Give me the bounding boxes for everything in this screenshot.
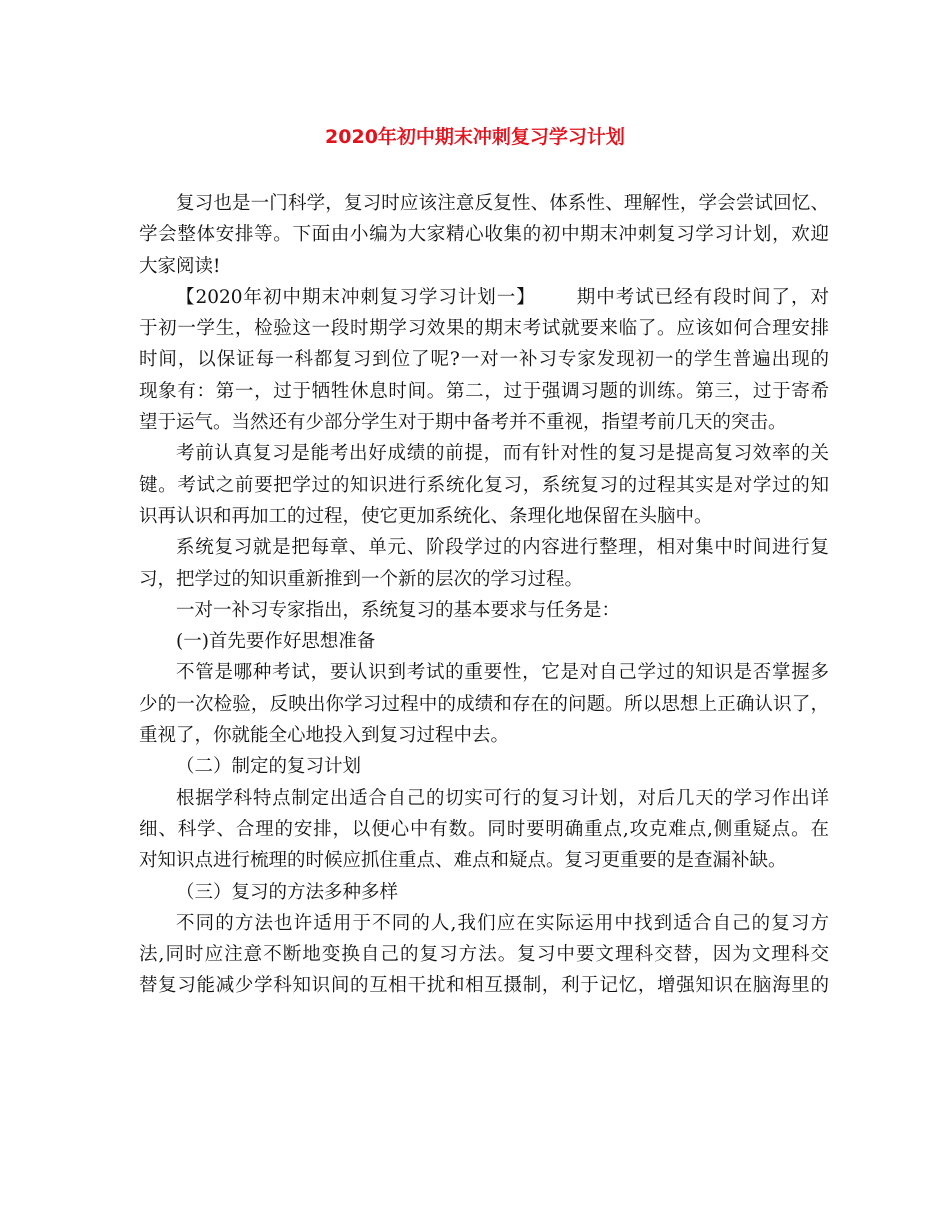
paragraph-line: 习，把学过的知识重新推到一个新的层次的学习过程。 [139, 568, 584, 590]
section-heading-line [139, 282, 829, 313]
paragraph-line: 对知识点进行梳理的时候应抓住重点、难点和疑点。复习更重要的是查漏补缺。 [139, 850, 787, 872]
paragraph-line: 重视了，你就能全心地投入到复习过程中去。 [139, 725, 510, 747]
paragraph-line: 时间，以保证每一科都复习到位了呢?一对一补习专家发现初一的学生普遍出现的 [139, 349, 829, 371]
subsection-heading: （二）制定的复习计划 [176, 756, 362, 778]
paragraph-line: 考前认真复习是能考出好成绩的前提，而有针对性的复习是提高复习效率的关 [176, 443, 829, 465]
paragraph-line: 法,同时应注意不断地变换自己的复习方法。复习中要文理科交替，因为文理科交 [139, 944, 829, 966]
paragraph-line: 一对一补习专家指出，系统复习的基本要求与任务是： [176, 599, 621, 621]
paragraph-line: 少的一次检验，反映出你学习过程中的成绩和存在的问题。所以思想上正确认识了， [139, 693, 829, 715]
document-title: 2020年初中期末冲刺复习学习计划 [325, 126, 625, 148]
subsection-heading: （三）复习的方法多种多样 [176, 881, 399, 903]
paragraph-line: 根据学科特点制定出适合自己的切实可行的复习计划，对后几天的学习作出详 [176, 787, 829, 809]
paragraph-line: 系统复习就是把每章、单元、阶段学过的内容进行整理，相对集中时间进行复 [176, 537, 829, 559]
document-body [139, 188, 829, 1002]
paragraph-line: 学会整体安排等。下面由小编为大家精心收集的初中期末冲刺复习学习计划，欢迎 [139, 224, 829, 246]
subsection-heading: (一)首先要作好思想准备 [176, 631, 376, 653]
paragraph-line: 识再认识和再加工的过程，使它更加系统化、条理化地保留在头脑中。 [139, 505, 713, 527]
paragraph-line: 键。考试之前要把学过的知识进行系统化复习，系统复习的过程其实是对学过的知 [139, 474, 829, 496]
section-heading: 【2020年初中期末冲刺复习学习计划一】 [176, 286, 536, 308]
paragraph-text: 期中考试已经有段时间了，对 [575, 286, 829, 308]
paragraph-line: 不管是哪种考试，要认识到考试的重要性，它是对自己学过的知识是否掌握多 [176, 662, 829, 684]
paragraph-line: 不同的方法也许适用于不同的人,我们应在实际运用中找到适合自己的复习方 [176, 912, 829, 934]
paragraph-line: 替复习能减少学科知识间的互相干扰和相互摄制，利于记忆，增强知识在脑海里的 [139, 975, 829, 997]
paragraph-line: 现象有：第一，过于牺牲休息时间。第二，过于强调习题的训练。第三，过于寄希 [139, 380, 829, 402]
paragraph-line: 于初一学生，检验这一段时期学习效果的期末考试就要来临了。应该如何合理安排 [139, 318, 829, 340]
paragraph-line: 细、科学、合理的安排，以便心中有数。同时要明确重点,攻克难点,侧重疑点。在 [139, 818, 829, 840]
paragraph-line: 复习也是一门科学，复习时应该注意反复性、体系性、理解性，学会尝试回忆、 [176, 193, 829, 214]
paragraph-line: 望于运气。当然还有少部分学生对于期中备考并不重视，指望考前几天的突击。 [139, 412, 787, 434]
paragraph-line: 大家阅读! [139, 255, 221, 277]
